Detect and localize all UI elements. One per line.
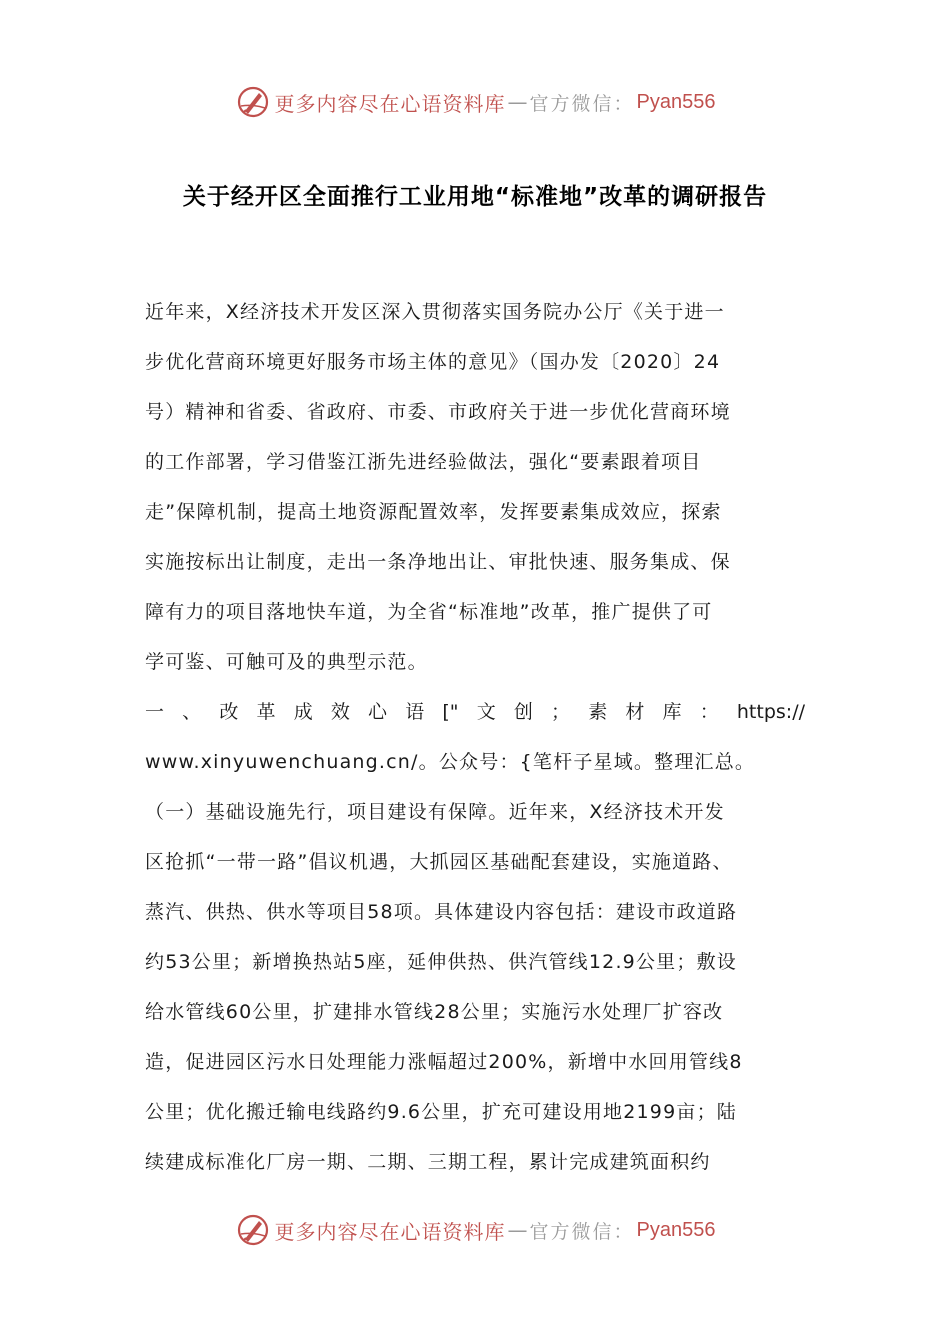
body-line: 公里；优化搬迁输电线路约9.6公里，扩充可建设用地2199亩；陆 bbox=[145, 1101, 737, 1123]
banner-dash: — bbox=[507, 1218, 528, 1242]
body-line: 障有力的项目落地快车道，为全省“标准地”改革，推广提供了可 bbox=[145, 601, 713, 623]
body-line: （一）基础设施先行，项目建设有保障。近年来，X经济技术开发 bbox=[145, 801, 725, 823]
heading-url-start: https:// bbox=[736, 701, 805, 723]
heading-char: 心 bbox=[368, 701, 388, 723]
pen-logo-icon bbox=[235, 1212, 271, 1248]
banner-wechat-label: 官方微信： bbox=[529, 92, 635, 115]
heading-char: 、 bbox=[182, 701, 202, 723]
banner-dash: — bbox=[507, 90, 528, 114]
heading-char: 素 bbox=[588, 701, 608, 723]
body-line: 给水管线60公里，扩建排水管线28公里；实施污水处理厂扩容改 bbox=[145, 1001, 724, 1023]
body-line: 蒸汽、供热、供水等项目58项。具体建设内容包括：建设市政道路 bbox=[145, 901, 738, 923]
heading-char: 革 bbox=[256, 701, 276, 723]
document-body bbox=[145, 287, 805, 1187]
banner-wechat-label: 官方微信： bbox=[529, 1220, 635, 1243]
document-title: 关于经开区全面推行工业用地“标准地”改革的调研报告 bbox=[182, 184, 768, 210]
footer-watermark-banner bbox=[0, 1210, 950, 1250]
body-line: 近年来，X经济技术开发区深入贯彻落实国务院办公厅《关于进一 bbox=[145, 301, 725, 323]
banner-wechat-id: Pyan556 bbox=[636, 1218, 716, 1241]
body-line: 造，促进园区污水日处理能力涨幅超过200%，新增中水回用管线8 bbox=[145, 1051, 743, 1073]
heading-char: [" bbox=[442, 701, 459, 723]
body-line: 号）精神和省委、省政府、市委、市政府关于进一步优化营商环境 bbox=[145, 401, 731, 423]
header-watermark-banner bbox=[0, 82, 950, 122]
heading-char: ： bbox=[699, 701, 719, 723]
body-line: 续建成标准化厂房一期、二期、三期工程，累计完成建筑面积约 bbox=[145, 1151, 711, 1173]
banner-text: 更多内容尽在心语资料库 bbox=[274, 1219, 506, 1244]
body-line: 约53公里；新增换热站5座，延伸供热、供汽管线12.9公里；敷设 bbox=[145, 951, 737, 973]
heading-char: 一 bbox=[145, 701, 165, 723]
body-line: 的工作部署，学习借鉴江浙先进经验做法，强化“要素跟着项目 bbox=[145, 451, 702, 473]
heading-char: 文 bbox=[476, 701, 496, 723]
heading-char: 库 bbox=[662, 701, 682, 723]
body-line: 实施按标出让制度，走出一条净地出让、审批快速、服务集成、保 bbox=[145, 551, 731, 573]
pen-logo-icon bbox=[235, 84, 271, 120]
heading-char: ； bbox=[551, 701, 571, 723]
body-line: 步优化营商环境更好服务市场主体的意见》（国办发〔2020〕24 bbox=[145, 351, 721, 373]
body-line: 学可鉴、可触可及的典型示范。 bbox=[145, 651, 428, 673]
heading-char: 创 bbox=[513, 701, 533, 723]
body-line: www.xinyuwenchuang.cn/。公众号：{笔杆子星域。整理汇总。 bbox=[145, 751, 756, 773]
body-line: 区抢抓“一带一路”倡议机遇，大抓园区基础配套建设，实施道路、 bbox=[145, 851, 733, 873]
heading-char: 材 bbox=[625, 701, 645, 723]
section-heading-line bbox=[145, 687, 805, 737]
heading-char: 成 bbox=[293, 701, 313, 723]
banner-wechat-id: Pyan556 bbox=[636, 90, 716, 113]
heading-char: 改 bbox=[219, 701, 239, 723]
banner-text: 更多内容尽在心语资料库 bbox=[274, 91, 506, 116]
heading-char: 效 bbox=[330, 701, 350, 723]
heading-char: 语 bbox=[405, 701, 425, 723]
body-line: 走”保障机制，提高土地资源配置效率，发挥要素集成效应，探索 bbox=[145, 501, 722, 523]
